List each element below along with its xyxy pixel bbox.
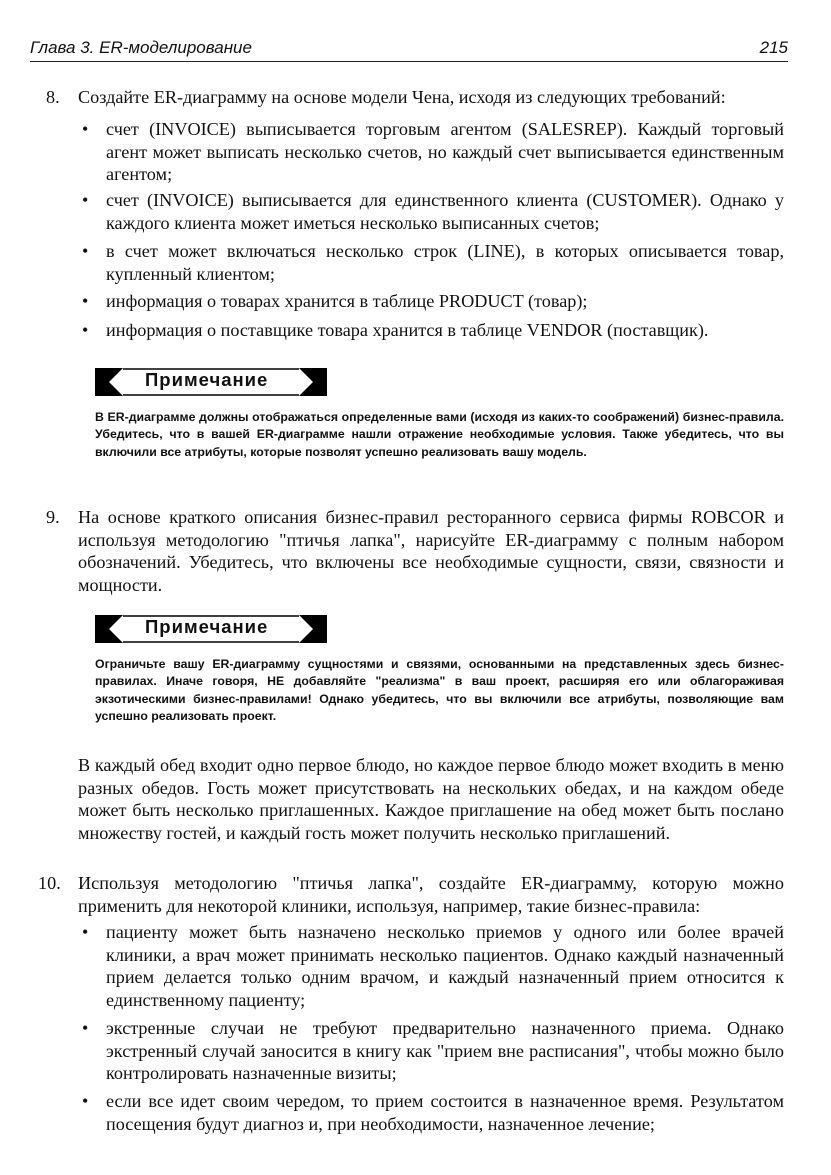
bullet-icon: • (82, 291, 89, 311)
exercise-8 (46, 86, 784, 346)
exercise-lead: Создайте ER-диаграмму на основе модели Чена, исходя из следующих требований: (78, 87, 726, 107)
page-number: 215 (759, 38, 788, 57)
note-text: Ограничьте вашу ER-диаграмму сущностями и связями, основанными на представленных здесь бизнес-правилах. Иначе говоря, НЕ добавляйте "реализма" в ваш проект, расширяя его или облагораживая экзотическими бизнес-правилами! Однако убедитесь, что вы включили все атрибуты, позволяющие вам успешно реализовать проект. (95, 657, 784, 723)
bullet-icon: • (82, 1091, 89, 1111)
note-text: В ER-диаграмме должны отображаться определенные вами (исходя из каких-то соображений) бизнес-правила. Убедитесь, что в вашей ER-диаграмме нашли отражение необходимые условия. Также убедитесь, что вы включили все атрибуты, которые позволят успешно реализовать вашу модель. (95, 410, 784, 459)
body-paragraph: В каждый обед входит одно первое блюдо, но каждое первое блюдо может входить в меню разных обедов. Гость может присутствовать на нескольких обедах, и на каждом обеде может быть несколько приглашенных. Каждое приглашение на обед может быть послано множеству гостей, и каждый гость может получить несколько приглашений. (78, 755, 784, 843)
exercise-number: 9. (46, 507, 60, 527)
bullet-icon: • (82, 241, 89, 261)
chapter-title: Глава 3. ER-моделирование (30, 38, 252, 57)
list-item-text: счет (INVOICE) выписывается торговым агентом (SALESREP). Каждый торговый агент может выписать несколько счетов, но каждый счет выписывается единственным агентом; (106, 119, 784, 184)
exercise-9 (46, 506, 784, 601)
list-item-text: информация о товарах хранится в таблице PRODUCT (товар); (106, 291, 588, 311)
note-label: Примечание (145, 616, 269, 637)
note-label: Примечание (145, 369, 269, 390)
exercise-number: 10. (38, 873, 61, 893)
bullet-icon: • (82, 119, 89, 139)
note-banner (95, 368, 327, 396)
list-item-text: в счет может включаться несколько строк (LINE), в которых описывается товар, купленный клиентом; (106, 241, 784, 284)
list-item-text: если все идет своим чередом, то прием состоится в назначенное время. Результатом посещения будут диагноз и, при необходимости, назначенное лечение; (106, 1091, 784, 1134)
exercise-lead: Используя методологию "птичья лапка", создайте ER-диаграмму, которую можно применить для некоторой клиники, используя, например, такие бизнес-правила: (78, 873, 784, 916)
note-banner (95, 615, 327, 643)
exercise-number: 8. (46, 87, 60, 107)
list-item-text: счет (INVOICE) выписывается для единственного клиента (CUSTOMER). Однако у каждого клиента может иметься несколько выписанных счетов; (106, 190, 784, 233)
exercise-lead: На основе краткого описания бизнес-правил ресторанного сервиса фирмы ROBCOR и используя методологию "птичья лапка", нарисуйте ER-диаграмму с полным набором обозначений. Убедитесь, что включены все необходимые сущности, связи, связности и мощности. (78, 507, 784, 595)
list-item-text: экстренные случаи не требуют предварительно назначенного приема. Однако экстренный случай заносится в книгу как "прием вне расписания", чтобы можно было контролировать назначенные визиты; (106, 1018, 784, 1083)
list-item-text: информация о поставщике товара хранится в таблице VENDOR (поставщик). (106, 320, 709, 340)
bullet-icon: • (82, 922, 89, 942)
bullet-icon: • (82, 190, 89, 210)
list-item-text: пациенту может быть назначено несколько приемов у одного или более врачей клиники, а врач может принимать несколько пациентов. Однако каждый назначенный прием делается только одним врачом, и каждый назначенный прием относится к единственному пациенту; (106, 922, 784, 1010)
exercise-10 (38, 872, 784, 1162)
running-header (30, 36, 788, 62)
bullet-icon: • (82, 1018, 89, 1038)
bullet-icon: • (82, 320, 89, 340)
